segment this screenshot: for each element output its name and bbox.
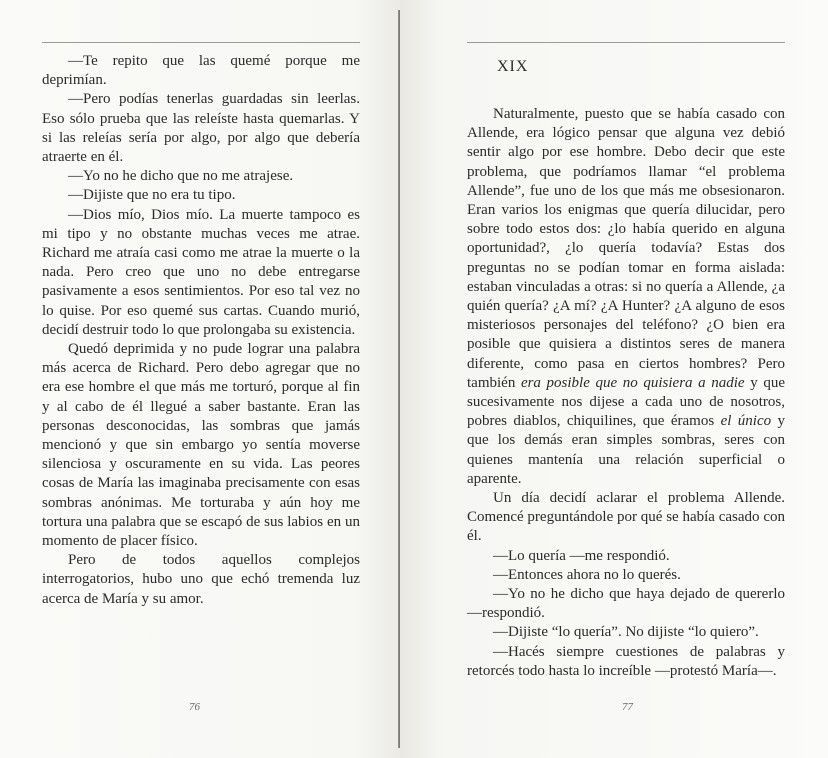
paragraph	[467, 105, 785, 489]
paragraph: Pero de todos aquellos complejos interrogatorios, hubo uno que echó tremenda luz acerca de María y su amor.	[42, 552, 360, 607]
left-page-text	[42, 52, 360, 609]
left-header-rule	[42, 42, 360, 43]
paragraph: —Hacés siempre cuestiones de palabras y retorcés todo hasta lo increíble —protestó María—.	[467, 643, 785, 679]
italic-text: el único	[720, 413, 772, 430]
chapter-title: XIX	[497, 58, 529, 75]
paragraph: —Yo no he dicho que haya dejado de quererlo —respondió.	[467, 586, 785, 622]
paragraph: Quedó deprimida y no pude lograr una palabra más acerca de Richard. Pero debo agregar que no era ese hombre el que más me torturó, porque al fin y al cabo de él llegué a saber bastante. Eran las personas desconocidas, las sombras que jamás mencionó y que sin embargo yo sentía moverse silenciosa y oscuramente en su vida. Las peores cosas de María las imaginaba precisamente con esas sombras anónimas. Me torturaba y aún hoy me tortura una palabra que se escapó de sus labios en un momento de placer físico.	[42, 341, 360, 550]
italic-text: era posible que no quisiera a nadie	[520, 374, 745, 391]
page-number: 77	[622, 701, 633, 713]
paragraph: —Dijiste que no era tu tipo.	[68, 187, 236, 204]
text-run: Naturalmente, puesto que se había casado con Allende, era lógico pensar que alguna vez debió sentir algo por ese hombre. Debo decir que este problema, que podríamos llamar “el problema Allende”, fue uno de los que más me obsesionaron. Eran varios los enigmas que quería dilucidar, pero sobre todo estos dos: ¿lo había querido en alguna oportunidad?, ¿lo quería todavía? Estas dos preguntas no se podían tomar en forma aislada: estaban vinculadas a otras: si no quería a Allende, ¿a quién quería? ¿A mí? ¿A Hunter? ¿A alguno de esos misteriosos personajes del teléfono? ¿O bien era posible que quisiera a distintos seres de manera diferente, como pasa en ciertos hombres? Pero también	[467, 106, 785, 391]
paragraph: —Dijiste “lo quería”. No dijiste “lo quiero”.	[493, 624, 759, 641]
right-page	[400, 0, 828, 758]
paragraph: —Te repito que las quemé porque me deprimían.	[42, 53, 360, 89]
paragraph: Un día decidí aclarar el problema Allende. Comencé preguntándole por qué se había casado con él.	[467, 490, 785, 545]
paragraph: —Lo quería —me respondió.	[493, 547, 670, 564]
paragraph: —Dios mío, Dios mío. La muerte tampoco es mi tipo y no obstante muchas veces me atrae. Richard me atraía casi como me atrae la muerte o la nada. Pero creo que uno no debe entregarse pasivamente a esos sentimientos. Por eso tal vez no lo quise. Por eso quemé sus cartas. Cuando murió, decidí destruir todo lo que prolongaba su existencia.	[42, 206, 360, 338]
text-run: y que sucesivamente nos dijese a cada uno de nosotros, pobres diablos, chiquilines, que éramos	[467, 374, 785, 430]
paragraph: —Entonces ahora no lo querés.	[493, 566, 681, 583]
right-header-rule	[467, 42, 785, 43]
left-page	[0, 0, 400, 758]
page-number: 76	[189, 701, 200, 713]
paragraph: —Pero podías tenerlas guardadas sin leerlas. Eso sólo prueba que las releíste hasta quemarlas. Y si las releías sería por algo, por algo que debería atraerte en él.	[42, 91, 360, 166]
paragraph: —Yo no he dicho que no me atrajese.	[68, 168, 294, 185]
text-run: y que los demás eran simples sombras, seres con quienes mantenía una relación superficial o aparente.	[467, 413, 785, 487]
right-page-text	[467, 105, 785, 681]
